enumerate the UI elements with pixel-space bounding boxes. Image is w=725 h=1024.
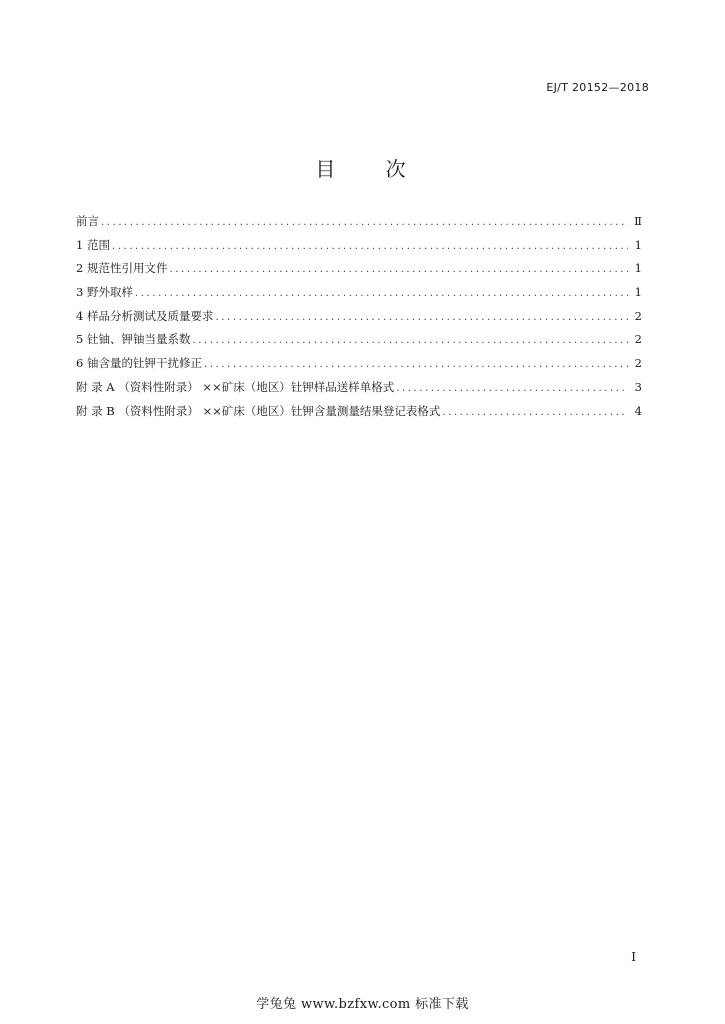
toc-entry-label: 6 铀含量的钍钾干扰修正 (76, 356, 202, 371)
toc-entry-normative-references[interactable] (76, 258, 642, 282)
toc-leader-dots (192, 331, 628, 351)
toc-leader-dots (442, 403, 628, 423)
toc-entry-sample-analysis[interactable] (76, 306, 642, 330)
table-of-contents (76, 211, 642, 424)
toc-entry-label: 2 规范性引用文件 (76, 261, 168, 276)
toc-entry-equivalent-coefficients[interactable] (76, 329, 642, 353)
toc-entry-page: 1 (634, 285, 642, 300)
toc-entry-interference-correction[interactable] (76, 353, 642, 377)
document-code: EJ/T 20152—2018 (546, 81, 649, 94)
toc-entry-page: Ⅱ (634, 214, 642, 228)
toc-entry-label: 附 录 B （资料性附录） ××矿床（地区）钍钾含量测量结果登记表格式 (76, 403, 441, 418)
toc-entry-label: 前言 (76, 214, 99, 228)
toc-entry-page: 4 (634, 403, 642, 418)
toc-entry-page: 2 (634, 356, 642, 371)
toc-entry-appendix-a[interactable] (76, 377, 642, 401)
toc-leader-dots (101, 213, 628, 233)
toc-entry-foreword[interactable] (76, 211, 642, 235)
toc-leader-dots (169, 260, 628, 280)
toc-entry-label: 附 录 A （资料性附录） ××矿床（地区）钍钾样品送样单格式 (76, 379, 395, 394)
page-title: 目 次 (315, 157, 428, 181)
footer-watermark: 学兔兔 www.bzfxw.com 标准下载 (256, 997, 469, 1012)
toc-entry-scope[interactable] (76, 235, 642, 259)
toc-leader-dots (135, 284, 628, 304)
toc-leader-dots (215, 308, 628, 328)
toc-entry-label: 4 样品分析测试及质量要求 (76, 308, 214, 323)
toc-leader-dots (112, 237, 628, 257)
toc-entry-page: 3 (634, 379, 642, 394)
toc-entry-page: 1 (634, 237, 642, 252)
toc-entry-page: 2 (634, 308, 642, 323)
toc-entry-label: 1 范围 (76, 237, 110, 252)
toc-entry-page: 2 (634, 332, 642, 347)
toc-entry-label: 3 野外取样 (76, 285, 133, 300)
toc-leader-dots (204, 355, 628, 375)
toc-leader-dots (396, 379, 628, 399)
toc-entry-label: 5 钍铀、钾铀当量系数 (76, 332, 191, 347)
toc-entry-field-sampling[interactable] (76, 282, 642, 306)
toc-entry-appendix-b[interactable] (76, 401, 642, 425)
page-number: I (631, 950, 636, 964)
toc-entry-page: 1 (634, 261, 642, 276)
